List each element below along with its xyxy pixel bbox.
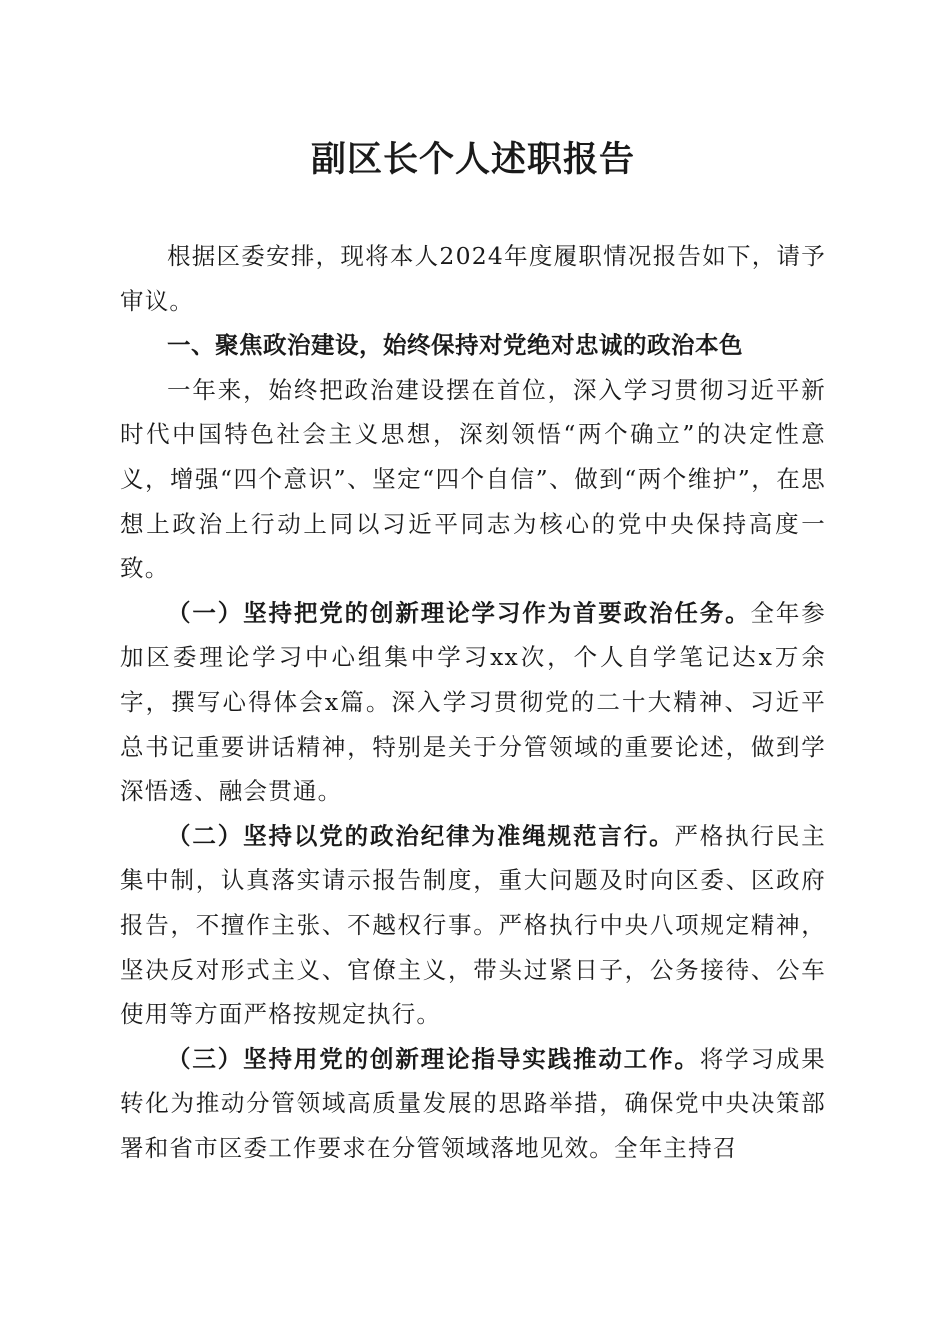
- intro-paragraph: 根据区委安排，现将本人2024年度履职情况报告如下，请予审议。: [120, 242, 826, 315]
- subsection-2-lead: （二）坚持以党的政治纪律为准绳规范言行。: [167, 821, 675, 850]
- document-title: 副区长个人述职报告: [310, 139, 635, 180]
- document-body: [120, 234, 826, 1170]
- subsection-1-body: 全年参加区委理论学习中心组集中学习xx次，个人自学笔记达x万余字，撰写心得体会x篇。深入学习贯彻党的二十大精神、习近平总书记重要讲话精神，特别是关于分管领域的重要论述，做到学深悟透、融会贯通。: [120, 598, 826, 806]
- subsection-2-body: 严格执行民主集中制，认真落实请示报告制度，重大问题及时向区委、区政府报告，不擅作主张、不越权行事。严格执行中央八项规定精神，坚决反对形式主义、官僚主义，带头过紧日子，公务接待、公车使用等方面严格按规定执行。: [120, 821, 826, 1029]
- section-1-paragraph: 一年来，始终把政治建设摆在首位，深入学习贯彻习近平新时代中国特色社会主义思想，深刻领悟“两个确立”的决定性意义，增强“四个意识”、坚定“四个自信”、做到“两个维护”，在思想上政治上行动上同以习近平同志为核心的党中央保持高度一致。: [120, 375, 826, 583]
- section-heading-1: 一、聚焦政治建设，始终保持对党绝对忠诚的政治本色: [167, 331, 743, 360]
- subsection-2-paragraph: [120, 814, 826, 1037]
- subsection-1-lead: （一）坚持把党的创新理论学习作为首要政治任务。: [167, 598, 751, 627]
- subsection-3-paragraph: [120, 1037, 826, 1171]
- subsection-3-lead: （三）坚持用党的创新理论指导实践推动工作。: [167, 1044, 700, 1073]
- subsection-1-paragraph: [120, 591, 826, 814]
- subsection-3-body: 将学习成果转化为推动分管领域高质量发展的思路举措，确保党中央决策部署和省市区委工作要求在分管领域落地见效。全年主持召: [120, 1044, 826, 1162]
